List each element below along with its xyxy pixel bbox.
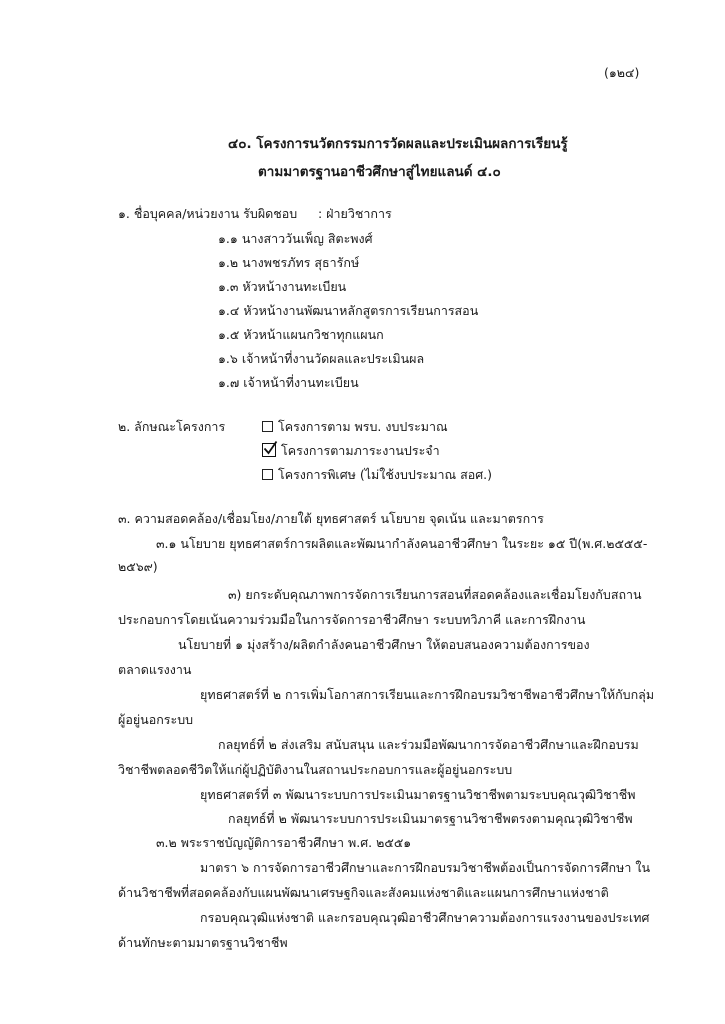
section-2-heading: ๒. ลักษณะโครงการ bbox=[118, 419, 226, 434]
responsible-person-1: ๑.๑ นางสาววันเพ็ญ สิตะพงศ์ bbox=[218, 231, 373, 246]
checkbox-checked-icon[interactable] bbox=[262, 443, 276, 457]
document-title-line-2: ตามมาตรฐานอาชีวศึกษาสู่ไทยแลนด์ ๔.๐ bbox=[258, 164, 501, 180]
project-type-option-1[interactable] bbox=[262, 418, 448, 436]
checkbox-unchecked-icon[interactable] bbox=[262, 421, 273, 432]
section-3-heading: ๓. ความสอดคล้อง/เชื่อมโยง/ภายใต้ ยุทธศาสตร์ นโยบาย จุดเน้น และมาตรการ bbox=[118, 511, 544, 526]
page-number: (๑๒๔) bbox=[604, 65, 640, 80]
paragraph-line: ๒๕๖๙) bbox=[118, 559, 158, 574]
responsible-person-6: ๑.๖ เจ้าหน้าที่งานวัดผลและประเมินผล bbox=[218, 351, 425, 366]
paragraph-line: ยุทธศาสตร์ที่ ๓ พัฒนาระบบการประเมินมาตรฐานวิชาชีพตามระบบคุณวุฒิวิชาชีพ bbox=[200, 787, 636, 802]
document-title-line-1: ๔๐. โครงการนวัตกรรมการวัดผลและประเมินผลการเรียนรู้ bbox=[228, 136, 568, 152]
project-type-option-3[interactable] bbox=[262, 466, 492, 484]
paragraph-line: ๓.๑ นโยบาย ยุทธศาสตร์การผลิตและพัฒนากำลังคนอาชีวศึกษา ในระยะ ๑๕ ปี(พ.ศ.๒๕๕๕- bbox=[156, 536, 648, 551]
paragraph-line: ๓) ยกระดับคุณภาพการจัดการเรียนการสอนที่สอดคล้องและเชื่อมโยงกับสถาน bbox=[228, 587, 642, 602]
paragraph-line: นโยบายที่ ๑ มุ่งสร้าง/ผลิตกำลังคนอาชีวศึกษา ให้ตอบสนองความต้องการของ bbox=[178, 637, 590, 652]
project-type-option-label: โครงการตามภาระงานประจำ bbox=[281, 443, 440, 458]
responsible-person-3: ๑.๓ หัวหน้างานทะเบียน bbox=[218, 279, 347, 294]
responsible-person-2: ๑.๒ นางพชรภัทร สุธารักษ์ bbox=[218, 255, 360, 270]
project-type-option-label: โครงการตาม พรบ. งบประมาณ bbox=[278, 419, 448, 434]
checkbox-unchecked-icon[interactable] bbox=[262, 469, 273, 480]
responsible-person-4: ๑.๔ หัวหน้างานพัฒนาหลักสูตรการเรียนการสอน bbox=[218, 303, 479, 318]
paragraph-line: ด้านวิชาชีพที่สอดคล้องกับแผนพัฒนาเศรษฐกิจและสังคมแห่งชาติและแผนการศึกษาแห่งชาติ bbox=[118, 885, 609, 900]
responsible-unit: : ฝ่ายวิชาการ bbox=[318, 206, 392, 221]
paragraph-line: กลยุทธ์ที่ ๒ ส่งเสริม สนับสนุน และร่วมมือพัฒนาการจัดอาชีวศึกษาและฝึกอบรม bbox=[218, 737, 639, 752]
paragraph-line: ๓.๒ พระราชบัญญัติการอาชีวศึกษา พ.ศ. ๒๕๕๑ bbox=[156, 835, 412, 850]
paragraph-line: ตลาดแรงงาน bbox=[118, 662, 192, 677]
paragraph-line: มาตรา ๖ การจัดการอาชีวศึกษาและการฝึกอบรมวิชาชีพต้องเป็นการจัดการศึกษา ใน bbox=[200, 860, 650, 875]
paragraph-line: วิชาชีพตลอดชีวิตให้แก่ผู้ปฏิบัติงานในสถานประกอบการและผู้อยู่นอกระบบ bbox=[118, 762, 513, 777]
paragraph-line: ยุทธศาสตร์ที่ ๒ การเพิ่มโอกาสการเรียนและการฝึกอบรมวิชาชีพอาชีวศึกษาให้กับกลุ่ม bbox=[200, 687, 655, 702]
section-1-heading: ๑. ชื่อบุคคล/หน่วยงาน รับผิดชอบ bbox=[118, 206, 298, 221]
paragraph-line: ประกอบการโดยเน้นความร่วมมือในการจัดการอาชีวศึกษา ระบบทวิภาคี และการฝึกงาน bbox=[118, 612, 586, 627]
responsible-person-5: ๑.๕ หัวหน้าแผนกวิชาทุกแผนก bbox=[218, 327, 384, 342]
paragraph-line: ด้านทักษะตามมาตรฐานวิชาชีพ bbox=[118, 935, 288, 950]
paragraph-line: กรอบคุณวุฒิแห่งชาติ และกรอบคุณวุฒิอาชีวศึกษาความต้องการแรงงานของประเทศ bbox=[200, 910, 650, 925]
project-type-option-2[interactable] bbox=[262, 442, 440, 460]
paragraph-line: ผู้อยู่นอกระบบ bbox=[118, 712, 194, 727]
paragraph-line: กลยุทธ์ที่ ๒ พัฒนาระบบการประเมินมาตรฐานวิชาชีพตรงตามคุณวุฒิวิชาชีพ bbox=[228, 811, 633, 826]
responsible-person-7: ๑.๗ เจ้าหน้าที่งานทะเบียน bbox=[218, 375, 359, 390]
project-type-option-label: โครงการพิเศษ (ไม่ใช้งบประมาณ สอศ.) bbox=[278, 467, 492, 482]
